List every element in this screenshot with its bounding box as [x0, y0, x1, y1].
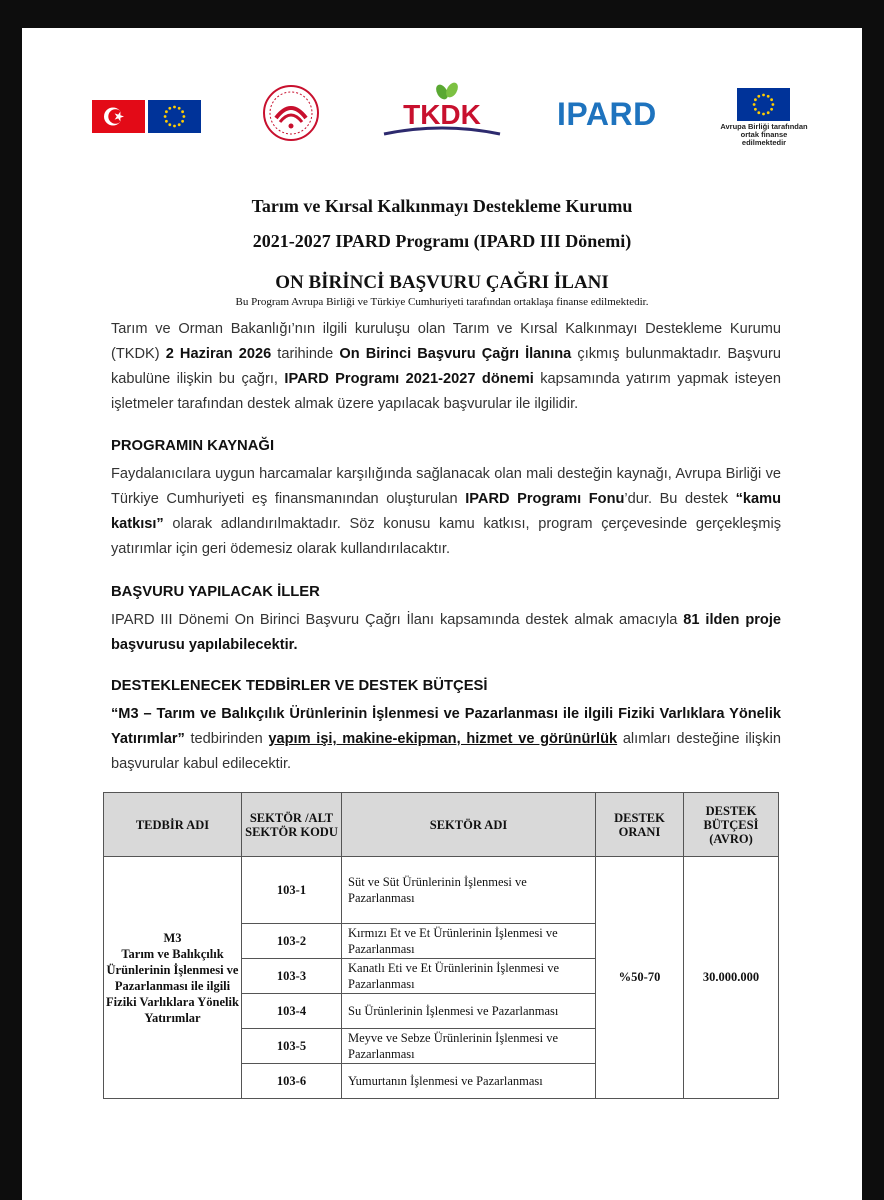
intro-paragraph: Tarım ve Orman Bakanlığı’nın ilgili kuruluşu olan Tarım ve Kırsal Kalkınmayı Destekleme Kurumu (TKDK) 2 Haziran 2026 tarihinde On Birinci Başvuru Çağrı İlanına çıkmış bulunmaktadır. Başvuru kabulüne ilişkin bu çağrı, IPARD Programı 2021-2027 dönemi kapsamında yatırım yapmak isteyen işletmeler tarafından destek almak üzere yapılacak başvurular ile ilgilidir.	[111, 321, 781, 412]
sector-name: Süt ve Süt Ürünlerinin İşlenmesi ve Pazarlanması	[342, 857, 596, 924]
support-rate: %50-70	[596, 857, 684, 1099]
tkdk-logo	[378, 80, 506, 142]
measure-cell: M3 Tarım ve Balıkçılık Ürünlerinin İşlenmesi ve Pazarlanması ile ilgili Fiziki Varlıklara Yönelik Yatırımlar	[104, 857, 242, 1099]
ministry-seal-icon	[262, 84, 320, 142]
sector-name: Su Ürünlerinin İşlenmesi ve Pazarlanması	[342, 994, 596, 1029]
sector-code: 103-1	[242, 857, 342, 924]
section-heading-source: PROGRAMIN KAYNAĞI	[111, 438, 275, 454]
sector-name: Meyve ve Sebze Ürünlerinin İşlenmesi ve Pazarlanması	[342, 1029, 596, 1064]
turkey-flag-icon	[92, 100, 145, 133]
column-header: DESTEK ORANI	[596, 793, 684, 857]
section-heading-provinces: BAŞVURU YAPILACAK İLLER	[111, 584, 320, 600]
eu-flag-icon	[737, 88, 790, 121]
eu-flag-icon	[148, 100, 201, 133]
sector-name: Kanatlı Eti ve Et Ürünlerinin İşlenmesi ve Pazarlanması	[342, 959, 596, 994]
table-header-row	[104, 793, 779, 857]
funding-subtitle: Bu Program Avrupa Birliği ve Türkiye Cumhuriyeti tarafından ortaklaşa finanse edilmektedir.	[235, 296, 649, 308]
announcement-title: ON BİRİNCİ BAŞVURU ÇAĞRI İLANI	[275, 272, 609, 293]
table-row	[104, 857, 779, 924]
ipard-logo: IPARD	[557, 96, 657, 132]
svg-text:TKDK: TKDK	[403, 99, 481, 130]
document-page	[22, 28, 862, 1200]
eu-cofinance-logo	[718, 88, 810, 147]
column-header: DESTEK BÜTÇESİ (AVRO)	[684, 793, 779, 857]
column-header: SEKTÖR /ALT SEKTÖR KODU	[242, 793, 342, 857]
sector-name: Kırmızı Et ve Et Ürünlerinin İşlenmesi ve Pazarlanması	[342, 924, 596, 959]
sector-code: 103-2	[242, 924, 342, 959]
provinces-paragraph: IPARD III Dönemi On Birinci Başvuru Çağrı İlanı kapsamında destek almak amacıyla 81 ilden proje başvurusu yapılabilecektir.	[111, 612, 781, 653]
institution-title: Tarım ve Kırsal Kalkınmayı Destekleme Kurumu	[251, 196, 633, 216]
measures-paragraph: “M3 – Tarım ve Balıkçılık Ürünlerinin İşlenmesi ve Pazarlanması ile ilgili Fiziki Varlıklara Yönelik Yatırımlar” tedbirinden yapım işi, makine-ekipman, hizmet ve görünürlük alımları desteğine ilişkin başvurular kabul edilecektir.	[111, 706, 781, 772]
sector-code: 103-6	[242, 1064, 342, 1099]
column-header: TEDBİR ADI	[104, 793, 242, 857]
support-budget: 30.000.000	[684, 857, 779, 1099]
source-paragraph: Faydalanıcılara uygun harcamalar karşılığında sağlanacak olan mali desteğin kaynağı, Avrupa Birliği ve Türkiye Cumhuriyeti eş finansmanından oluşturulan IPARD Programı Fonu’dur. Bu destek “kamu katkısı” olarak adlandırılmaktadır. Söz konusu kamu katkısı, program çerçevesinde gerçekleşmiş yatırımlar için geri ödemesiz olarak kullandırılacaktır.	[111, 466, 781, 557]
eu-cofinance-caption: Avrupa Birliği tarafından ortak finanse edilmektedir	[720, 122, 808, 147]
measures-table	[103, 792, 779, 1099]
logo-bar	[22, 98, 862, 158]
sector-code: 103-4	[242, 994, 342, 1029]
program-title: 2021-2027 IPARD Programı (IPARD III Dönemi)	[252, 231, 632, 251]
sector-name: Yumurtanın İşlenmesi ve Pazarlanması	[342, 1064, 596, 1099]
sector-code: 103-3	[242, 959, 342, 994]
sector-code: 103-5	[242, 1029, 342, 1064]
column-header: SEKTÖR ADI	[342, 793, 596, 857]
section-heading-measures: DESTEKLENECEK TEDBİRLER VE DESTEK BÜTÇESİ	[111, 678, 488, 694]
